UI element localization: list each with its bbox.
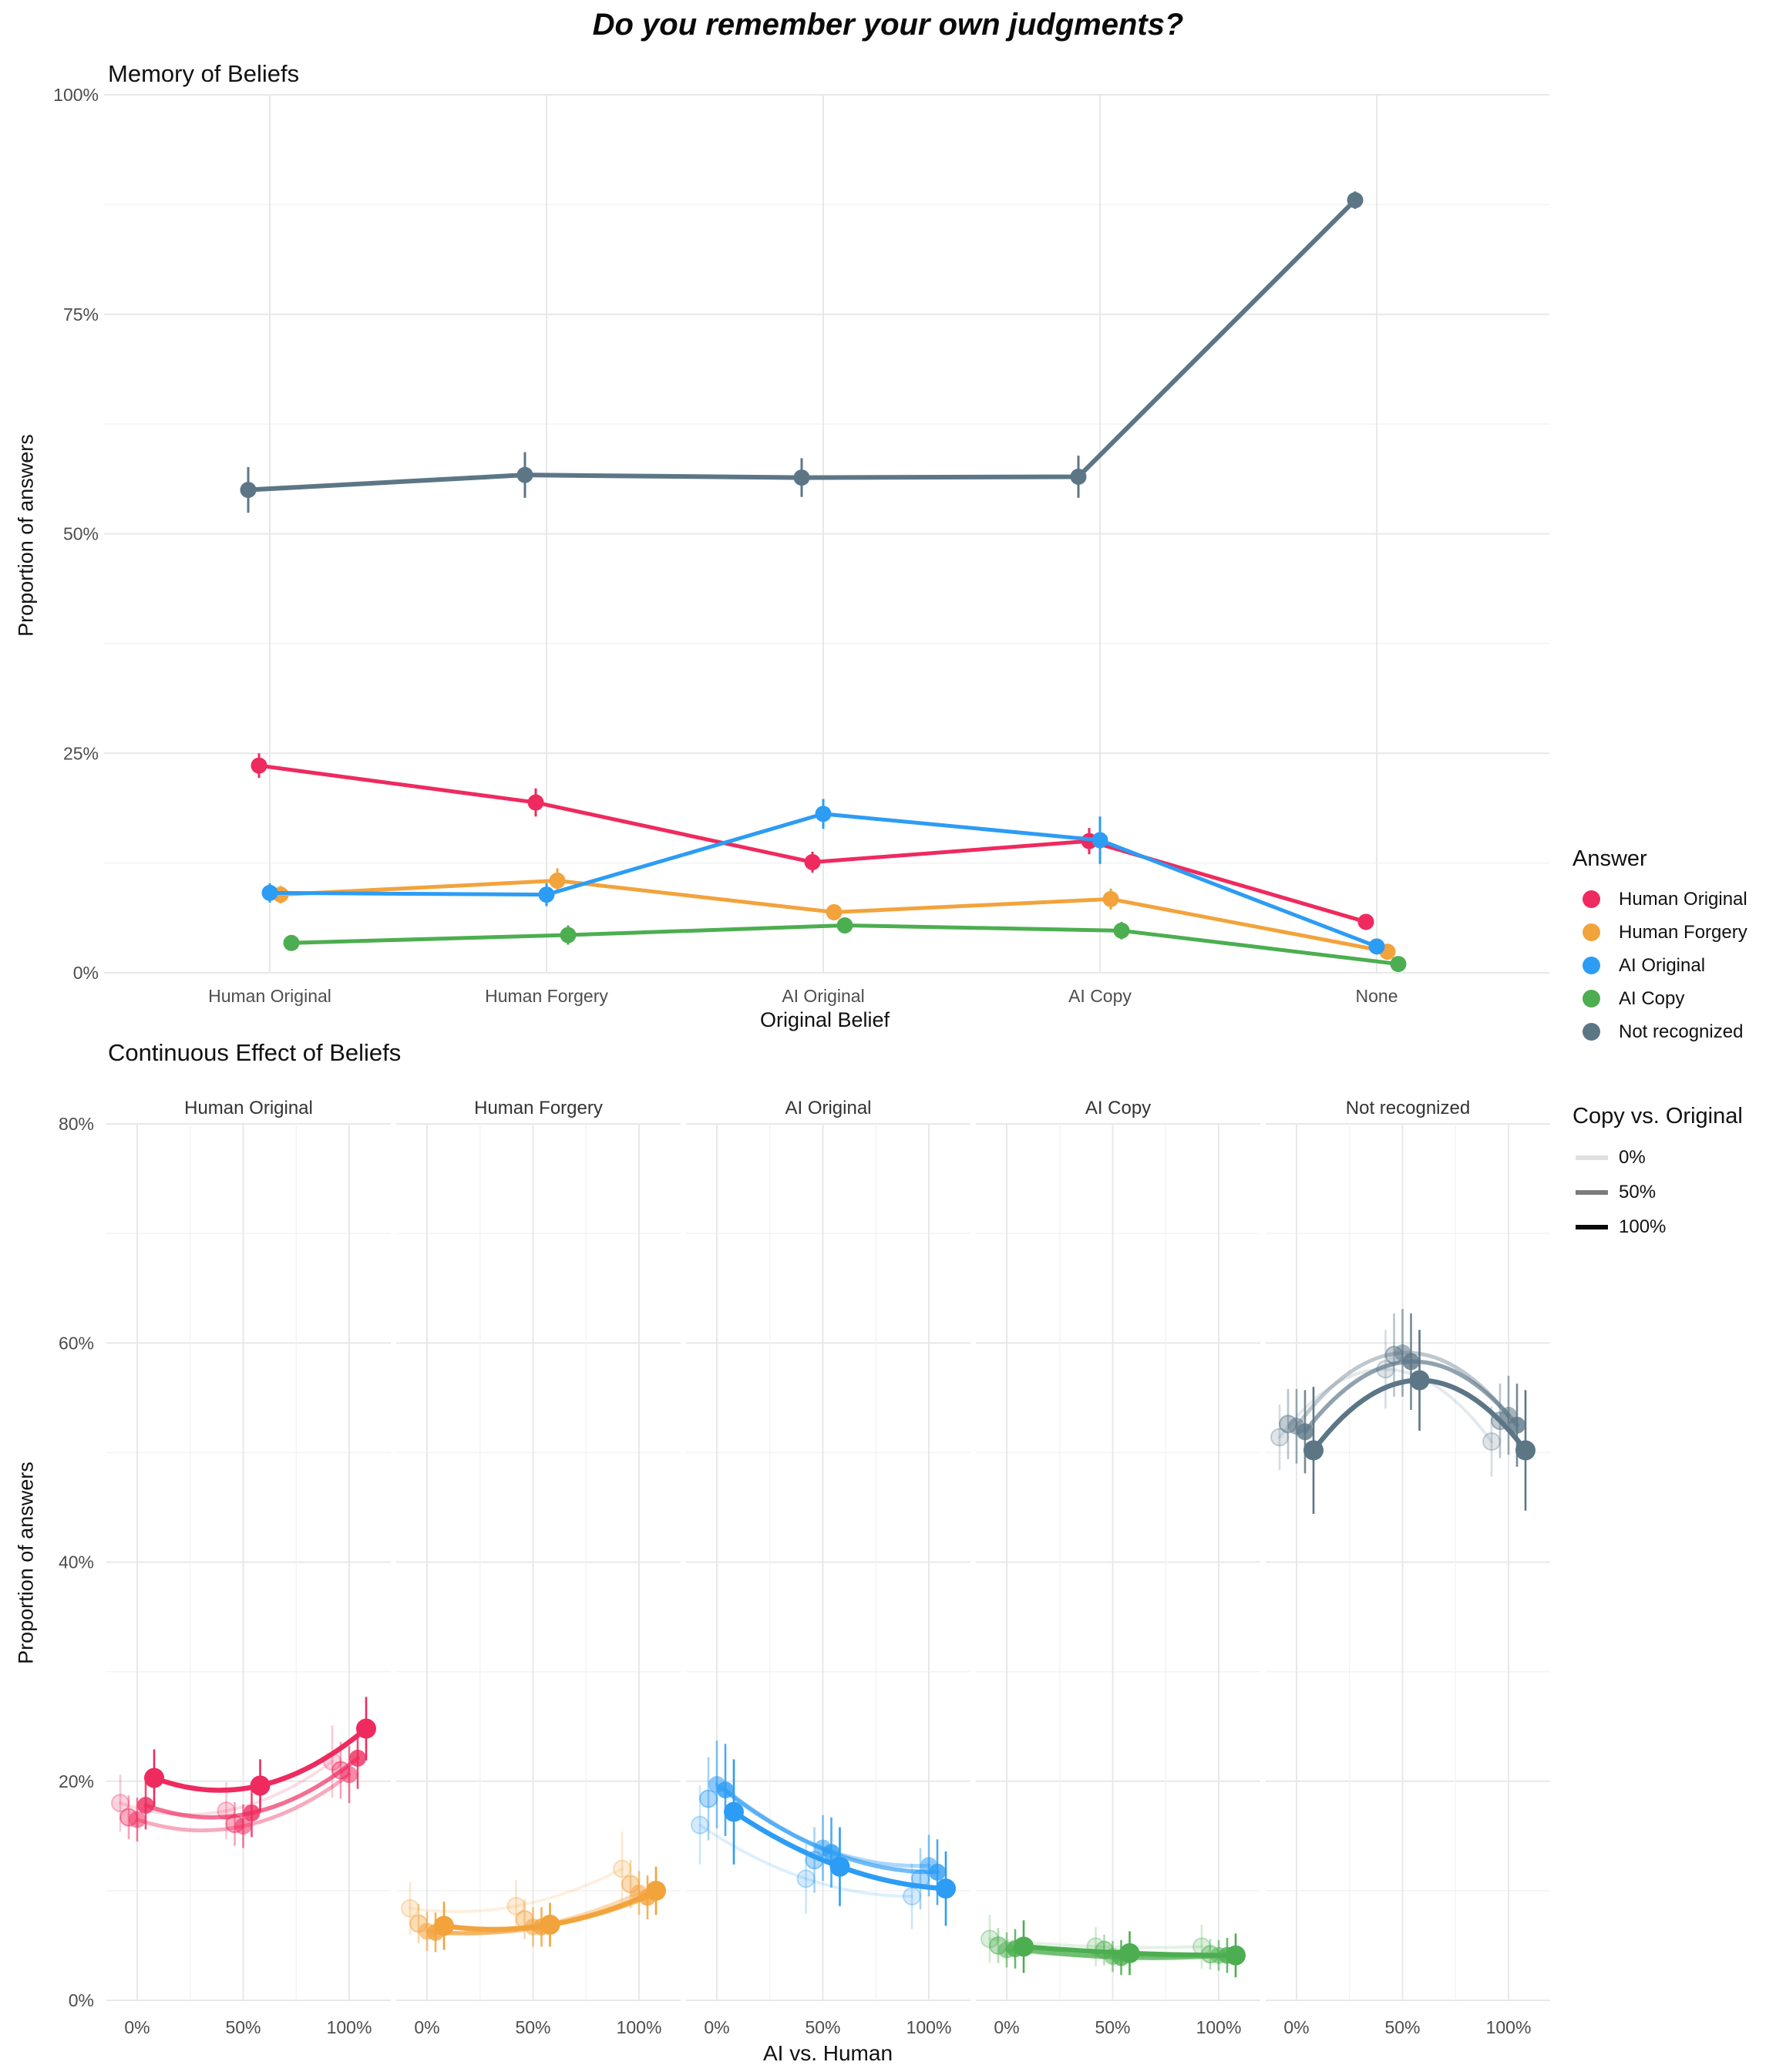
svg-text:0%: 0% bbox=[124, 2017, 150, 2037]
legend-item-human-original[interactable] bbox=[1572, 883, 1773, 916]
legend-item-0pct[interactable] bbox=[1572, 1140, 1773, 1175]
svg-text:20%: 20% bbox=[58, 1771, 94, 1791]
ai-copy-dot-icon bbox=[1583, 990, 1600, 1007]
svg-text:Human Original: Human Original bbox=[208, 986, 331, 1006]
legend-label: Human Forgery bbox=[1619, 921, 1747, 943]
svg-text:Human Original: Human Original bbox=[184, 1098, 313, 1118]
human-forgery-dot-icon bbox=[1583, 923, 1600, 941]
answer-legend bbox=[1572, 846, 1773, 1048]
continuous-chart bbox=[59, 1098, 1550, 2037]
svg-text:None: None bbox=[1355, 986, 1398, 1006]
legend-label: Human Original bbox=[1619, 888, 1747, 910]
memory-y-axis-title: Proportion of answers bbox=[14, 434, 38, 637]
svg-text:Human Forgery: Human Forgery bbox=[474, 1098, 603, 1118]
svg-text:AI Original: AI Original bbox=[782, 986, 865, 1006]
facet-not-recognized bbox=[1266, 1098, 1550, 2037]
svg-text:Not recognized: Not recognized bbox=[1345, 1098, 1471, 1118]
svg-text:50%: 50% bbox=[805, 2017, 841, 2037]
continuous-x-axis-title: AI vs. Human bbox=[762, 2041, 893, 2065]
svg-text:100%: 100% bbox=[906, 2017, 952, 2037]
line-swatch-100pct-icon bbox=[1576, 1225, 1608, 1229]
svg-text:50%: 50% bbox=[1384, 2017, 1421, 2037]
human-original-dot-icon bbox=[1583, 890, 1600, 908]
svg-text:100%: 100% bbox=[326, 2017, 372, 2037]
memory-x-axis-title: Original Belief bbox=[759, 1008, 890, 1031]
continuous-y-axis-title: Proportion of answers bbox=[14, 1462, 38, 1664]
legend-item-50pct[interactable] bbox=[1572, 1175, 1773, 1209]
svg-text:0%: 0% bbox=[1283, 2017, 1310, 2037]
svg-text:100%: 100% bbox=[1196, 2017, 1242, 2037]
legend-item-100pct[interactable] bbox=[1572, 1209, 1773, 1244]
memory-chart-title: Memory of Beliefs bbox=[108, 60, 300, 87]
facet-ai-copy bbox=[976, 1098, 1260, 2037]
svg-text:50%: 50% bbox=[515, 2017, 551, 2037]
legend-item-not-recognized[interactable] bbox=[1572, 1015, 1773, 1048]
memory-series-human-original bbox=[251, 753, 1374, 930]
line-swatch-50pct-icon bbox=[1576, 1190, 1608, 1195]
legend-label: Not recognized bbox=[1619, 1021, 1744, 1042]
svg-text:0%: 0% bbox=[994, 2017, 1020, 2037]
facet-ai-original bbox=[686, 1098, 970, 2037]
facet-human-forgery bbox=[396, 1098, 681, 2037]
svg-text:50%: 50% bbox=[225, 2017, 261, 2037]
svg-text:75%: 75% bbox=[62, 304, 99, 325]
memory-chart bbox=[53, 85, 1549, 1006]
legend-item-ai-original[interactable] bbox=[1572, 949, 1773, 982]
svg-text:0%: 0% bbox=[414, 2017, 440, 2037]
svg-text:AI Original: AI Original bbox=[785, 1098, 872, 1118]
not-recognized-dot-icon bbox=[1583, 1023, 1600, 1041]
legend-label: AI Original bbox=[1619, 954, 1706, 976]
svg-text:100%: 100% bbox=[53, 85, 99, 105]
line-swatch-0pct-icon bbox=[1576, 1155, 1608, 1160]
facet-human-original bbox=[106, 1098, 391, 2037]
memory-series-not-recognized bbox=[240, 191, 1364, 513]
svg-text:60%: 60% bbox=[58, 1333, 94, 1354]
svg-text:100%: 100% bbox=[1485, 2017, 1532, 2037]
legend-label: AI Copy bbox=[1619, 987, 1685, 1009]
svg-text:AI Copy: AI Copy bbox=[1085, 1098, 1152, 1118]
svg-text:Human Forgery: Human Forgery bbox=[485, 986, 608, 1006]
svg-text:AI Copy: AI Copy bbox=[1068, 986, 1132, 1006]
copy-legend-title: Copy vs. Original bbox=[1572, 1104, 1743, 1128]
legend-label: 100% bbox=[1619, 1216, 1667, 1237]
svg-text:25%: 25% bbox=[62, 743, 99, 764]
continuous-chart-title: Continuous Effect of Beliefs bbox=[108, 1039, 402, 1066]
svg-text:0%: 0% bbox=[704, 2017, 730, 2037]
answer-legend-title: Answer bbox=[1572, 846, 1647, 871]
svg-text:0%: 0% bbox=[68, 1990, 94, 2010]
svg-text:100%: 100% bbox=[616, 2017, 662, 2037]
copy-vs-original-legend bbox=[1572, 1104, 1773, 1244]
memory-series-ai-copy bbox=[284, 917, 1407, 972]
svg-text:0%: 0% bbox=[72, 963, 99, 983]
legend-item-ai-copy[interactable] bbox=[1572, 982, 1773, 1015]
ai-original-dot-icon bbox=[1583, 957, 1600, 974]
legend-item-human-forgery[interactable] bbox=[1572, 916, 1773, 949]
svg-text:50%: 50% bbox=[1095, 2017, 1131, 2037]
svg-text:50%: 50% bbox=[62, 523, 99, 544]
figure-title: Do you remember your own judgments? bbox=[592, 8, 1184, 42]
svg-text:80%: 80% bbox=[58, 1114, 94, 1134]
legend-label: 0% bbox=[1619, 1146, 1646, 1168]
legend-label: 50% bbox=[1619, 1181, 1657, 1202]
svg-text:40%: 40% bbox=[58, 1552, 94, 1572]
